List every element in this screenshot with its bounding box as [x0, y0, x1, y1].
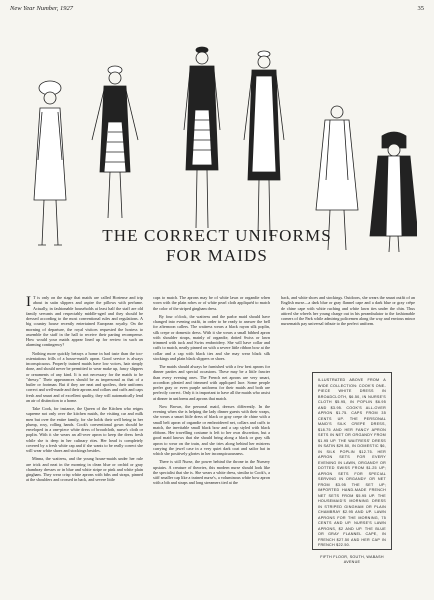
uniforms-illustration	[22, 40, 417, 256]
advertisement-box	[312, 372, 392, 564]
advertisement-text: ILLUSTRATED ABOVE FROM A WIDE COLLECTION: COOK'S ONE-PIECE WHITE DRESS IN BROADCLOTH, $6.50, IN NURSE'S CLOTH $5.95, IN POPLIN $6.95 AND $3.95. COOK'S ALL-OVER APRON $1.75. CAPS FROM 35 CENTS UP. THE PERSONAL MAID'S SILK CREPE DRESS, $18.75 AND HER FANCY APRON SETS IN NET OR ORGANDY FROM $1.95 UP. THE WAITRESS' DRESS IN SATIN $29.50, IN DOMESTIC $6, IN SILK POPLIN $12.75. HER APRON SETS FOR EVERY EVENING IN LAWN, ORGANDY OR DOTTED SWISS FROM $1.25 UP; APRON SETS FOR SPECIAL SERVING IN ORGANDY OR NET FROM $3.95 THE SET UP; IMPORTED HAND-MADE FRENCH NET SETS FROM $5.95 UP. THE HOUSEMAID'S MORNING DRESS IN STRIPED GINGHAM OR PLAIN CHAMBRAY $2.95 AND UP. LAWN APRONS FOR THE MORNING, 75 CENTS AND UP. NURSE'S LAWN APRONS, $2 AND UP. THE BLUE OR GRAY FLANNEL CAPE, IN FRENCH $27.50 AND HER CAP IN FRENCH $22.50.	[318, 378, 386, 547]
article-paragraph: There is still Nurse, the power behind the throne in the Nursery upstairs. A creature of theories, this modern nurse should look like the specialist that she is. She wears a white dress, similar to Cook's, a stiff smaller cap like a trained nurse's, a voluminous white bow apron with a bib and straps and long streamers tied at the	[153, 459, 270, 486]
running-header	[10, 5, 424, 17]
figure-cook	[34, 81, 66, 245]
article-paragraph: Take Cook, for instance, the Queen of the Kitchen who reigns supreme not only over the kitchen maids, the visiting car and milk men but over the entire family, for she holds their well being in her plump, rosy, rolling hands. Cook's conventional gown should be enveloped in a one-piece white dress of broadcloth, nurse's cloth or poplin. With it she wears an all-over apron to keep the dress fresh while she is deep in her culinary rites. Her head is completely covered by a fresh white cap and if she wants to be really correct she will wear white shoes and stockings besides.	[26, 406, 143, 453]
fashion-plate-icon	[22, 40, 417, 256]
article-paragraph: By four o'clock, the waitress and the parlor maid should have changed into evening outfit, in order to be ready to answer the bell for afternoon callers. The waitress wears a black rayon silk poplin, silk crepe or domestic dress. With it she wears a small bibbed apron with shoulder straps, mainly of organdie, dotted Swiss or lawn trimmed with tuck and Swiss embroidery. She will have collar and cuffs to match, neatly pinned on with a severe little ribbon bow at the collar and a cap with black ties and she may wear black silk stockings and plain black slippers or shoes.	[153, 313, 270, 361]
article-paragraph: caps to match. The aprons may be of white lawn or organdie when worn with the plain robes or of white pearl cloth appliquéd to match the color of the striped gingham dress.	[153, 295, 270, 311]
article-title-line2: FOR MAIDS	[165, 246, 268, 265]
figure-waitress	[184, 47, 220, 228]
article-paragraph: Now Brown, the personal maid, dresses differently. In the evening when she is helping the lady dinner guests with their wraps, she wears a smart little dress of black or gray crepe de chine with a small belt apron of organdie or embroidered net, collars and cuffs to match, the inevitable small black bow and a cap styled with black ribbons. Her travelling costume is left to her own discretion, but a good maid knows that she should bring along a black or gray silk apron to wear on the train, and she tries along behind her mistress carrying the jewel case in a very quiet dark coat and sailor hat in which she positively glories in her inconspicuousness.	[153, 403, 270, 456]
article-paragraph: I T is only on the stage that maids are called Hortense and trip about in satin slippers and aspire the pillows with perfume. Actually, in fashionable households at least half the staff are old family servants and respectably middle-aged and they should be dressed according to the most conventional rules and regulations. A big country house recently entertained European royalty. On the morning of departure, the royal visitors requested the hostess to assemble the staff in the hall to receive their parting recompense. How would your maids appear lined up for review in such an alarming contingency?	[26, 294, 143, 348]
article-column-3	[281, 295, 415, 330]
article-paragraph: back, and white shoes and stockings. Outdoors, she wears the smart outfit of an English nurse—a dark blue or gray flannel cape and a dark blue or gray crêpe de chine cape with white ruching and white lawn ties under the chin. Thus attired she wheels her young charge out in his perambulator to the fashionable corners of the Park while admiring policemen along the way and envious minor nursemaids pay universal tribute to the perfect uniform.	[281, 295, 415, 327]
drop-cap: I	[26, 294, 31, 310]
article-paragraph: The maids should always be furnished with a few best aprons for dinner parties and special occasions. These may be a little fancier than every evening ones. The French net aprons are very smart, accordion pleated and trimmed with appliqued lace. Some people prefer gray or even purple uniforms for their maids and both are perfectly correct. Only it is important to have all the maids who assist at dinner in uniforms and aprons that match.	[153, 364, 270, 401]
figure-parlor-maid	[244, 51, 284, 236]
advertisement-address: FIFTH FLOOR, SOUTH, WABASH AVENUE	[320, 554, 384, 564]
figure-housemaid	[92, 66, 138, 218]
page-number: 35	[417, 5, 424, 12]
article-paragraph: Minna, the waitress, and the young house-maids under her rule are trick and neat in the morning in clean blue or orchid or gray chambray dresses or in blue and white stripe or pink and white plain gingham. They wear crisp white aprons with bibs and straps, pinned at the shoulders and crossed in back, and severe little	[26, 456, 143, 483]
article-paragraph: Nothing more quickly betrays a home in bad taste than the too-ostentatious frills of a house-maid's apron. Good service is always inconspicuous. Properly trained maids have low voices, hair simply done, and should never be permitted to wear make up, fancy slippers or ornaments of any kind. It is not necessary for the maids to be "dressy." Their appearances should be as impersonal as that of a butler or footman. But if they are neat and spotless, their uniforms correct and well-made and their aprons and collars and cuffs and caps fresh and smart and of excellent quality, they will automatically lend an air of distinction to a home.	[26, 350, 143, 403]
issue-title: New Year Number, 1927	[10, 5, 73, 12]
article-column-2	[153, 295, 270, 489]
article-column-1	[26, 295, 143, 486]
article-title-line1: THE CORRECT UNIFORMS	[102, 226, 332, 245]
